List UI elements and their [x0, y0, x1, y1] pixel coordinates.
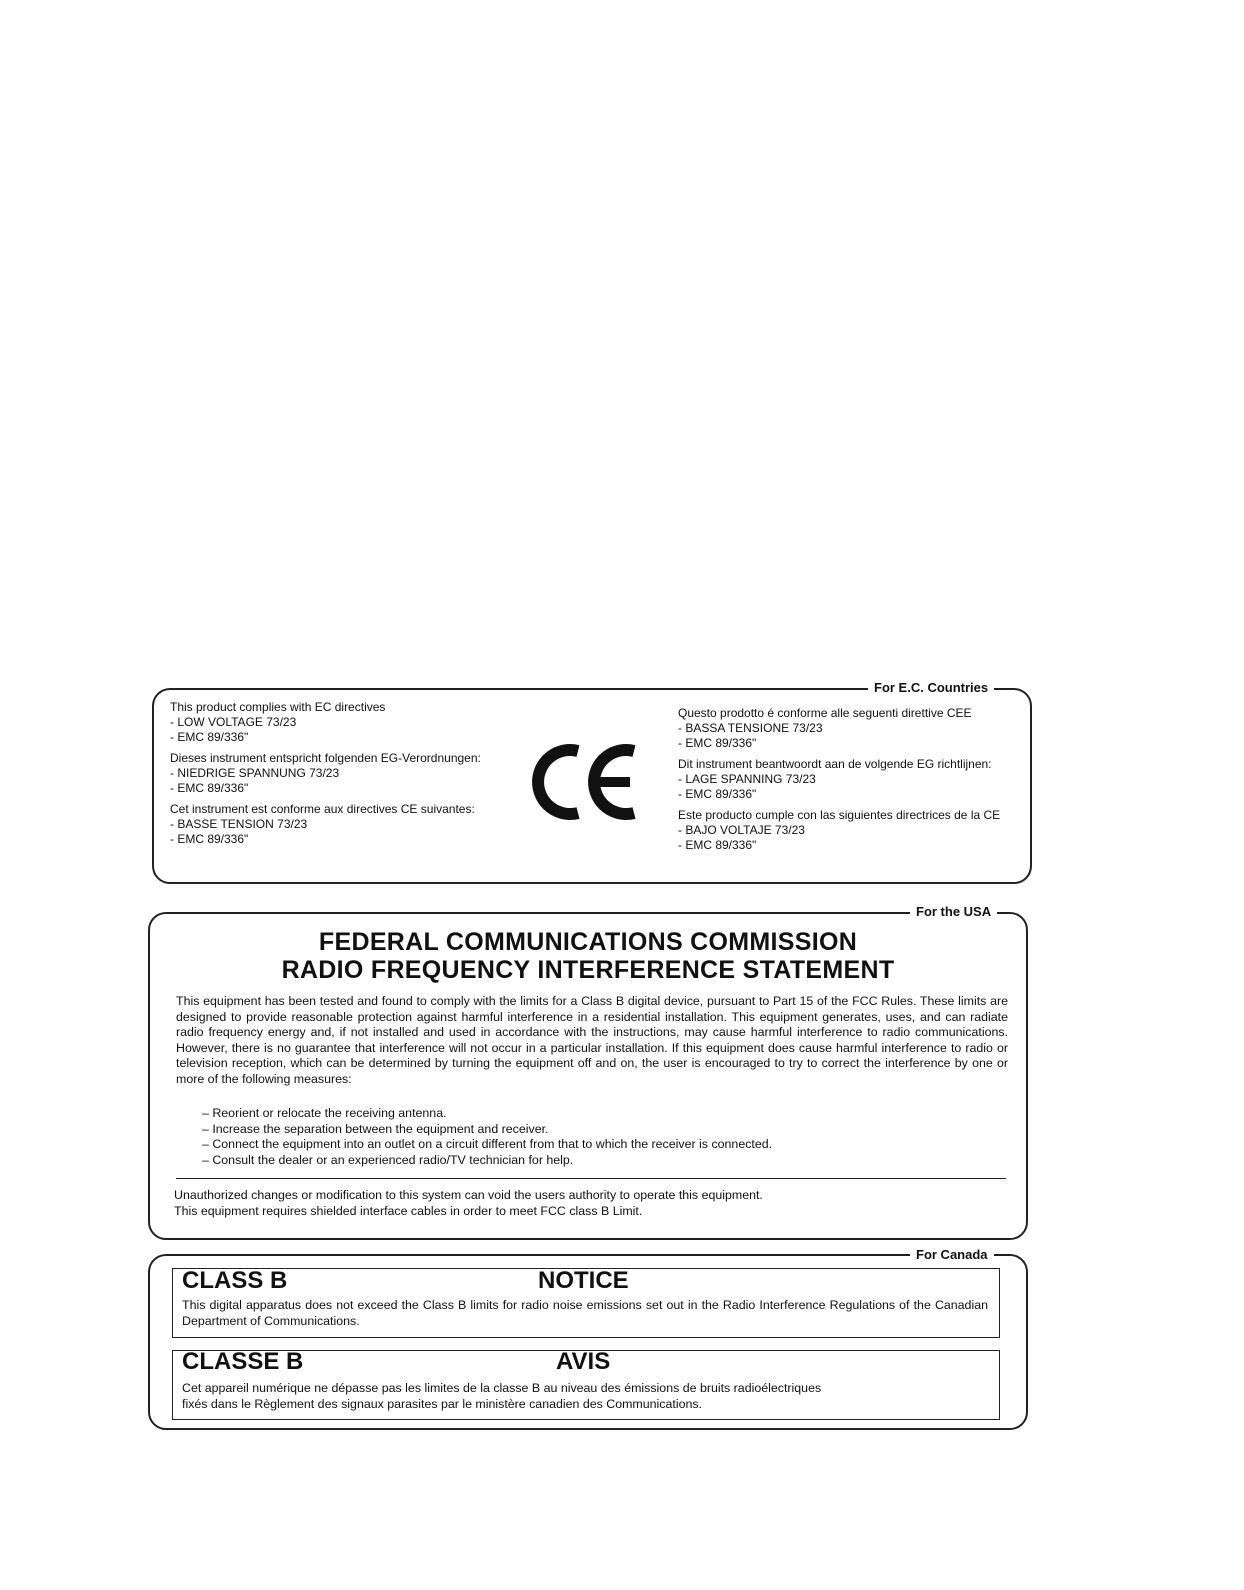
ec-heading: Dit instrument beantwoordt aan de volgende EG richtlijnen: — [678, 757, 992, 771]
fcc-footer — [174, 1188, 763, 1219]
canada-french-line: fixés dans le Règlement des signaux parasites par le ministère canadien des Communications. — [182, 1396, 702, 1411]
ec-item: - EMC 89/336" — [170, 730, 249, 744]
fcc-footer-line: This equipment requires shielded interface cables in order to meet FCC class B Limit. — [174, 1203, 643, 1218]
fcc-measures-list — [202, 1106, 772, 1168]
ec-heading: Este producto cumple con las siguientes directrices de la CE — [678, 808, 1001, 822]
ec-item: - NIEDRIGE SPANNUNG 73/23 — [170, 766, 340, 780]
ec-group-french — [170, 802, 481, 847]
list-item: – Reorient or relocate the receiving antenna. — [202, 1106, 447, 1120]
ec-heading: Dieses instrument entspricht folgenden EG-Verordnungen: — [170, 751, 481, 765]
fcc-region-label: For the USA — [910, 904, 997, 919]
ec-item: - BASSE TENSION 73/23 — [170, 817, 308, 831]
list-item: – Increase the separation between the equipment and receiver. — [202, 1121, 549, 1136]
ec-group-spanish — [678, 808, 1000, 853]
notice-heading: NOTICE — [538, 1267, 629, 1294]
canada-region-label: For Canada — [910, 1247, 994, 1262]
ec-item: - BASSA TENSIONE 73/23 — [678, 721, 823, 735]
class-b-heading: CLASS B — [182, 1267, 288, 1294]
fcc-body-text: This equipment has been tested and found to comply with the limits for a Class B digital device, pursuant to Part 15 of the FCC Rules. These limits are designed to provide reasonable protection against harmful interference in a residential installation. This equipment generates, uses, and can radiate radio frequency energy and, if not installed and used in accordance with the instructions, may cause harmful interference to radio communications. However, there is no guarantee that interference will not occur in a particular installation. If this equipment does cause harmful interference to radio or television reception, which can be determined by turning the equipment off and on, the user is encouraged to try to correct the interference by one or more of the following measures: — [176, 994, 1008, 1086]
ec-group-dutch — [678, 757, 1000, 802]
fcc-footer-line: Unauthorized changes or modification to this system can void the users authority to operate this equipment. — [174, 1188, 763, 1202]
ec-item: - EMC 89/336" — [678, 736, 757, 750]
canada-french-text — [182, 1381, 988, 1412]
ec-group-italian — [678, 706, 1000, 751]
fcc-divider — [176, 1178, 1006, 1179]
ec-item: - BAJO VOLTAJE 73/23 — [678, 823, 805, 837]
ec-item: - EMC 89/336" — [170, 781, 249, 795]
ce-mark-icon — [530, 737, 640, 827]
ec-group-german — [170, 751, 481, 796]
ec-left-column — [170, 700, 481, 853]
ec-heading: Cet instrument est conforme aux directives CE suivantes: — [170, 802, 475, 816]
avis-heading: AVIS — [556, 1348, 611, 1375]
ec-item: - LOW VOLTAGE 73/23 — [170, 715, 297, 729]
ec-region-label: For E.C. Countries — [868, 680, 994, 695]
ec-right-column — [678, 706, 1000, 859]
canada-english-text: This digital apparatus does not exceed the Class B limits for radio noise emissions set out in the Radio Interference Regulations of the Canadian Department of Communications. — [182, 1298, 988, 1328]
fcc-title-line2: RADIO FREQUENCY INTERFERENCE STATEMENT — [281, 956, 895, 984]
ec-item: - EMC 89/336" — [678, 787, 757, 801]
ec-item: - LAGE SPANNING 73/23 — [678, 772, 816, 786]
classe-b-heading: CLASSE B — [182, 1348, 304, 1375]
canada-french-line: Cet appareil numérique ne dépasse pas les limites de la classe B au niveau des émissions de bruits radioélectriques — [182, 1381, 822, 1395]
ec-heading: Questo prodotto é conforme alle seguenti direttive CEE — [678, 706, 972, 720]
ec-heading: This product complies with EC directives — [170, 700, 386, 714]
list-item: – Connect the equipment into an outlet on a circuit different from that to which the receiver is connected. — [202, 1137, 773, 1151]
list-item: – Consult the dealer or an experienced radio/TV technician for help. — [202, 1152, 574, 1167]
ec-item: - EMC 89/336" — [678, 838, 757, 852]
ec-group-english — [170, 700, 481, 745]
ec-item: - EMC 89/336" — [170, 832, 249, 846]
fcc-title-line1: FEDERAL COMMUNICATIONS COMMISSION — [318, 928, 858, 956]
